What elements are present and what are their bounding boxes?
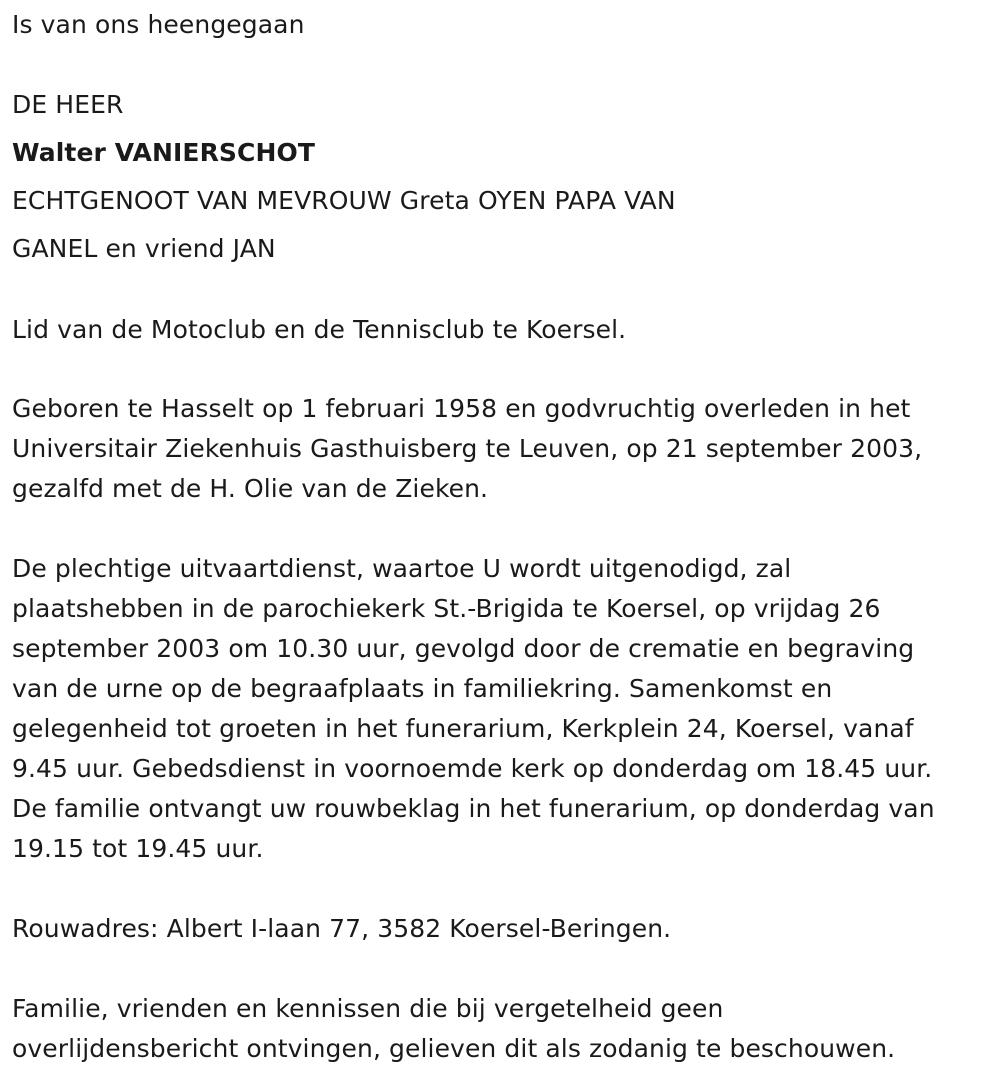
paragraph-line: Universitair Ziekenhuis Gasthuisberg te Leuven, op 21 september 2003,: [12, 434, 923, 463]
paragraph-line: Familie, vrienden en kennissen die bij vergetelheid geen: [12, 994, 724, 1023]
paragraph-line: De familie ontvangt uw rouwbeklag in het funerarium, op donderdag van: [12, 794, 935, 823]
spouse-line: ECHTGENOOT VAN MEVROUW Greta OYEN PAPA VAN: [12, 186, 676, 215]
paragraph-line: 9.45 uur. Gebedsdienst in voornoemde kerk op donderdag om 18.45 uur.: [12, 754, 933, 783]
membership-text: Lid van de Motoclub en de Tennisclub te Koersel.: [12, 315, 627, 344]
honorific-title: DE HEER: [12, 90, 124, 119]
family-line: GANEL en vriend JAN: [12, 234, 276, 263]
intro-text: Is van ons heengegaan: [12, 10, 305, 39]
paragraph-line: overlijdensbericht ontvingen, gelieven dit als zodanig te beschouwen.: [12, 1034, 896, 1063]
paragraph-line: Geboren te Hasselt op 1 februari 1958 en godvruchtig overleden in het: [12, 394, 911, 423]
mourning-address: Rouwadres: Albert I-laan 77, 3582 Koersel-Beringen.: [12, 914, 672, 943]
deceased-name: Walter VANIERSCHOT: [12, 138, 315, 167]
paragraph-line: De plechtige uitvaartdienst, waartoe U wordt uitgenodigd, zal: [12, 554, 792, 583]
paragraph-line: gelegenheid tot groeten in het funerarium, Kerkplein 24, Koersel, vanaf: [12, 714, 914, 743]
paragraph-line: van de urne op de begraafplaats in familiekring. Samenkomst en: [12, 674, 833, 703]
paragraph-line: 19.15 tot 19.45 uur.: [12, 834, 264, 863]
paragraph-line: plaatshebben in de parochiekerk St.-Brigida te Koersel, op vrijdag 26: [12, 594, 881, 623]
paragraph-line: september 2003 om 10.30 uur, gevolgd door de crematie en begraving: [12, 634, 915, 663]
paragraph-line: gezalfd met de H. Olie van de Zieken.: [12, 474, 489, 503]
